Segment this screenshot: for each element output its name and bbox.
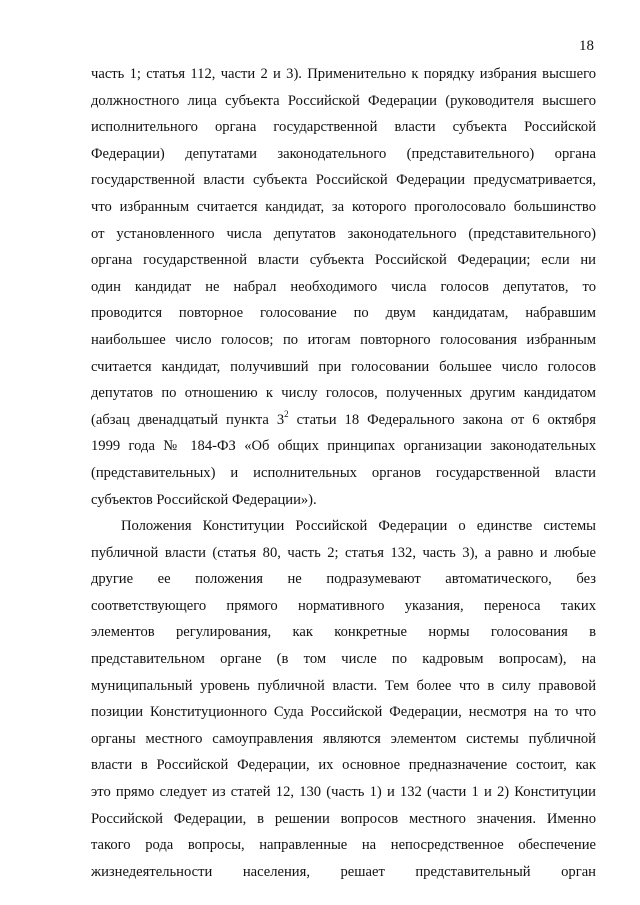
text-line: это прямо следует из статей 12, 130 (часть 1) и 132 (части 1 и 2) Конституции [91, 784, 596, 801]
text-line: публичной власти (статья 80, часть 2; статья 132, часть 3), а равно и любые [91, 544, 596, 561]
text-line: власти в Российской Федерации, их основное предназначение состоит, как [91, 757, 596, 774]
document-body [91, 61, 596, 885]
superscript: 2 [284, 408, 289, 419]
text-line: Российской Федерации, в решении вопросов местного значения. Именно [91, 810, 596, 827]
paragraph-2 [91, 513, 596, 885]
page-number: 18 [579, 38, 594, 54]
text-line: должностного лица субъекта Российской Федерации (руководителя высшего [91, 92, 596, 109]
text-line: субъектов Российской Федерации»). [91, 491, 317, 508]
text-line: органы местного самоуправления являются элементом системы публичной [91, 730, 596, 747]
text-line: один кандидат не набрал необходимого числа голосов депутатов, то [91, 278, 596, 295]
text-line: от установленного числа депутатов законодательного (представительного) [91, 225, 596, 242]
text-line: представительном органе (в том числе по кадровым вопросам), на [91, 651, 596, 668]
text-line: элементов регулирования, как конкретные нормы голосования в [91, 624, 596, 641]
text-line: наибольшее число голосов; по итогам повторного голосования избранным [91, 331, 596, 348]
text-line: органа государственной власти субъекта Российской Федерации; если ни [91, 252, 596, 269]
text-line: Федерации) депутатами законодательного (представительного) органа [91, 145, 596, 162]
text-line: считается кандидат, получивший при голосовании большее число голосов [91, 358, 596, 375]
text-line-with-footnote [91, 407, 596, 434]
text-line: 1999 года № 184-ФЗ «Об общих принципах организации законодательных [91, 438, 596, 455]
text-line: (представительных) и исполнительных органов государственной власти [91, 464, 596, 481]
paragraph-1 [91, 61, 596, 513]
text-line: депутатов по отношению к числу голосов, полученных другим кандидатом [91, 385, 596, 402]
text-fragment: (абзац двенадцатый пункта 3 [91, 411, 285, 428]
text-line: часть 1; статья 112, части 2 и 3). Применительно к порядку избрания высшего [91, 66, 596, 82]
text-line: проводится повторное голосование по двум кандидатам, набравшим [91, 305, 596, 322]
text-line: муниципальный уровень публичной власти. Тем более что в силу правовой [91, 677, 596, 694]
text-line: жизнедеятельности населения, решает представительный орган [91, 863, 596, 880]
text-line: что избранным считается кандидат, за которого проголосовало большинство [91, 198, 596, 215]
text-line: государственной власти субъекта Российской Федерации предусматривается, [91, 172, 596, 189]
text-line: другие ее положения не подразумевают автоматического, без [91, 571, 596, 588]
text-line: такого рода вопросы, направленные на непосредственное обеспечение [91, 837, 596, 854]
text-line: соответствующего прямого нормативного указания, переноса таких [91, 597, 596, 614]
text-line: Положения Конституции Российской Федерации о единстве системы [121, 518, 596, 535]
text-fragment: статьи 18 Федерального закона от 6 октября [288, 411, 596, 428]
text-line: исполнительного органа государственной власти субъекта Российской [91, 119, 596, 136]
text-line: позиции Конституционного Суда Российской Федерации, несмотря на то что [91, 704, 596, 721]
